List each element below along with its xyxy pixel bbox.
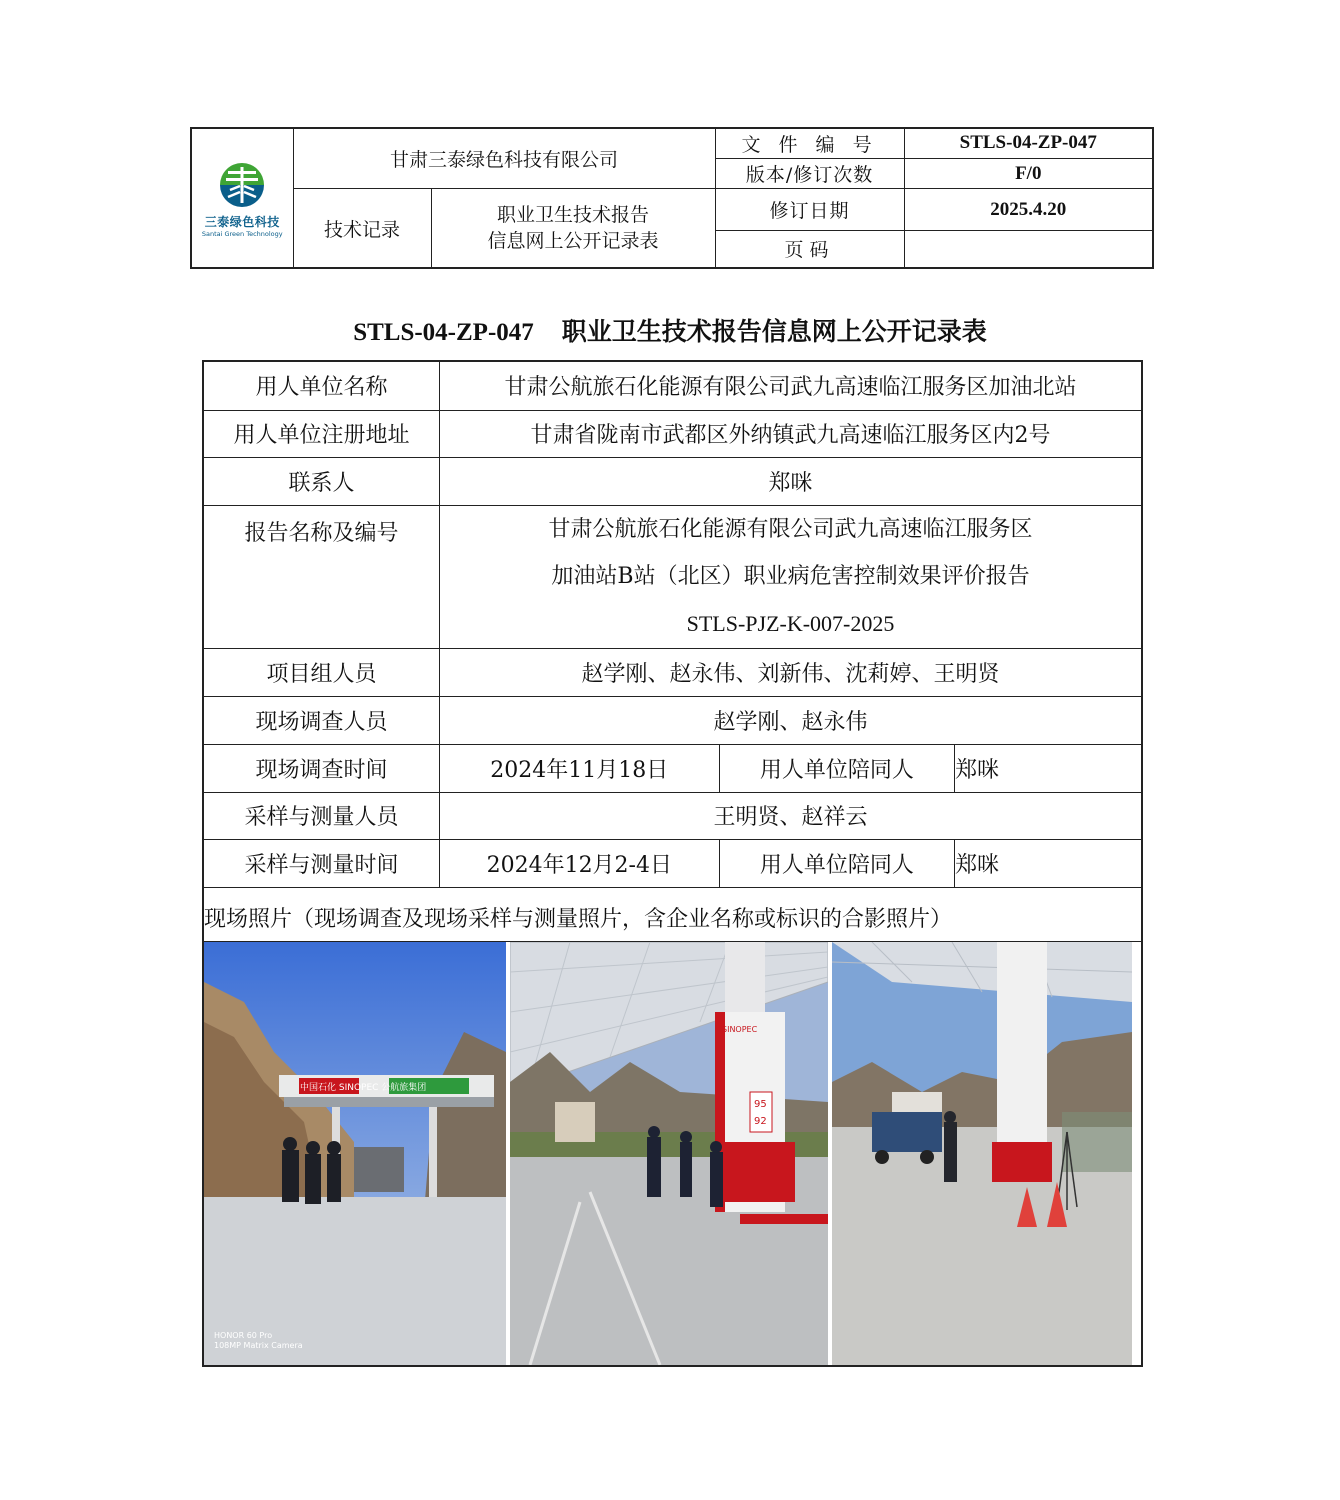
photo1-watermark-line2: 108MP Matrix Camera — [214, 1340, 303, 1350]
logo-cn-text: 三泰绿色科技 — [204, 214, 280, 229]
address-label: 用人单位注册地址 — [203, 410, 440, 457]
team-value: 赵学刚、赵永伟、刘新伟、沈莉婷、王明贤 — [440, 648, 1143, 696]
title-text: 职业卫生技术报告信息网上公开记录表 — [561, 317, 987, 346]
version-label: 版本/修订次数 — [715, 158, 904, 188]
form-name-cell — [431, 189, 715, 268]
page-number-value — [904, 230, 1153, 268]
photo2-brand: SINOPEC — [722, 1024, 758, 1034]
title-code: STLS-04-ZP-047 — [353, 319, 534, 346]
photo2-price1: 95 — [754, 1098, 767, 1110]
photo-strip — [204, 942, 1141, 1365]
photo1-sign: 中国石化 SINOPEC 公航旅集团 — [300, 1082, 427, 1093]
contact-label: 联系人 — [203, 457, 440, 505]
sampling-time-value: 2024年12月2-4日 — [440, 839, 720, 887]
survey-escort-label: 用人单位陪同人 — [719, 744, 955, 792]
logo-emblem-icon — [216, 159, 268, 211]
form-name-line2: 信息网上公开记录表 — [487, 230, 659, 253]
employer-name-value: 甘肃公航旅石化能源有限公司武九高速临江服务区加油北站 — [440, 361, 1143, 410]
contact-value: 郑咪 — [440, 457, 1143, 505]
sampling-escort-value: 郑咪 — [955, 839, 1142, 887]
logo-en-text: Santai Green Technology — [201, 229, 283, 238]
report-value — [440, 505, 1143, 648]
photos-label: 现场照片（现场调查及现场采样与测量照片，含企业名称或标识的合影照片） — [203, 887, 1142, 941]
sampling-staff-value: 王明贤、赵祥云 — [440, 792, 1143, 839]
company-name: 甘肃三泰绿色科技有限公司 — [293, 128, 715, 189]
page-number-label: 页码 — [715, 230, 904, 268]
photo-sampling — [832, 942, 1132, 1365]
survey-escort-value: 郑咪 — [955, 744, 1142, 792]
team-label: 项目组人员 — [203, 648, 440, 696]
revision-date-value: 2025.4.20 — [904, 189, 1153, 231]
company-logo — [191, 128, 293, 268]
sampling-escort-label: 用人单位陪同人 — [719, 839, 955, 887]
address-value: 甘肃省陇南市武都区外纳镇武九高速临江服务区内2号 — [440, 410, 1143, 457]
report-line1: 甘肃公航旅石化能源有限公司武九高速临江服务区 — [548, 516, 1033, 542]
photo1-watermark-line1: HONOR 60 Pro — [214, 1330, 273, 1340]
photo2-price2: 92 — [754, 1115, 767, 1127]
employer-name-label: 用人单位名称 — [203, 361, 440, 410]
category-cell: 技术记录 — [293, 189, 431, 268]
document-header — [190, 127, 1154, 269]
page-title — [0, 312, 1340, 348]
sampling-time-label: 采样与测量时间 — [203, 839, 440, 887]
survey-time-label: 现场调查时间 — [203, 744, 440, 792]
doc-number-value: STLS-04-ZP-047 — [904, 128, 1153, 158]
photos-cell — [203, 941, 1142, 1366]
disclosure-form — [202, 360, 1143, 1367]
photo1-watermark — [214, 1331, 303, 1351]
version-value: F/0 — [904, 158, 1153, 188]
photo-station-group — [204, 942, 506, 1365]
report-line2: 加油站B站（北区）职业病危害控制效果评价报告 — [551, 563, 1030, 589]
survey-staff-value: 赵学刚、赵永伟 — [440, 696, 1143, 744]
survey-time-value: 2024年11月18日 — [440, 744, 720, 792]
revision-date-label: 修订日期 — [715, 189, 904, 231]
form-name-line1: 职业卫生技术报告 — [497, 204, 650, 227]
report-code: STLS-PJZ-K-007-2025 — [686, 610, 895, 636]
doc-number-label: 文 件 编 号 — [715, 128, 904, 158]
survey-staff-label: 现场调查人员 — [203, 696, 440, 744]
photo-fuel-pump — [510, 942, 828, 1365]
report-label: 报告名称及编号 — [203, 505, 440, 648]
sampling-staff-label: 采样与测量人员 — [203, 792, 440, 839]
